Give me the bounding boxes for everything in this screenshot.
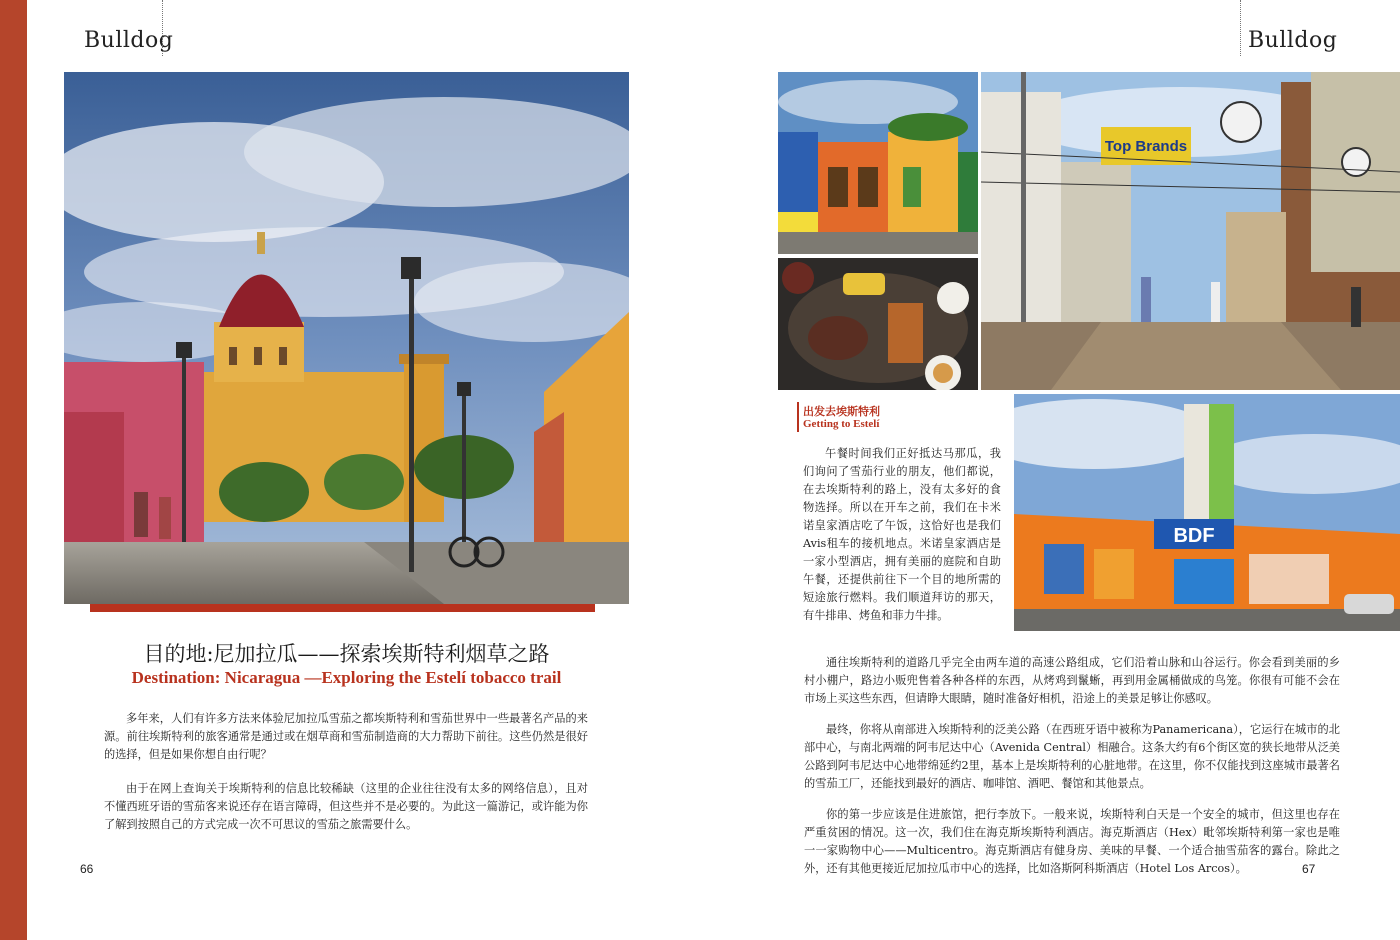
- sidebar-text-block: [803, 445, 1001, 625]
- page-number-left: 66: [80, 862, 94, 876]
- left-color-band: [0, 0, 27, 940]
- colorful-building-photo: [778, 72, 978, 254]
- steak-meal-photo: [778, 258, 978, 390]
- page-number-right: 67: [1302, 862, 1316, 876]
- masthead-right-divider: [1240, 0, 1241, 56]
- section-title-en: Getting to Estelí: [803, 418, 880, 430]
- article-title-cn: 目的地:尼加拉瓜——探索埃斯特利烟草之路: [143, 642, 550, 666]
- sidebar-paragraph: 午餐时间我们正好抵达马那瓜，我们询问了雪茄行业的朋友，他们都说，在去埃斯特利的路上，没有太多好的食物选择。所以在开车之前，我们在卡米诺皇家酒店吃了午饭，这恰好也是我们Avis租车的接机地点。米诺皇家酒店是一家小型酒店，拥有美丽的庭院和自助午餐，还提供前往下一个目的地所需的短途旅行燃料。我们顺道拜访的那天，有牛排串、烤鱼和菲力牛排。: [803, 447, 1001, 622]
- masthead-left: Bulldog: [84, 28, 174, 53]
- right-paragraph: 通往埃斯特利的道路几乎完全由两车道的高速公路组成，它们沿着山脉和山谷运行。你会看到美丽的乡村小棚户，路边小贩兜售着各种各样的东西，从烤鸡到鬣蜥，再到用金属桶做成的鸟笼。你很有可能不会在市场上买这些东西，但请睁大眼睛，随时准备好相机，沿途上的美景足够让你感叹。: [804, 656, 1340, 705]
- masthead-right: Bulldog: [1248, 28, 1338, 53]
- cathedral-street-photo: [64, 72, 629, 604]
- photo-caption-bar: [90, 604, 595, 612]
- esteli-street-photo: [981, 72, 1400, 390]
- article-title-en: Destination: Nicaragua —Exploring the Estelí tobacco trail: [131, 668, 562, 687]
- section-accent-rule: [797, 402, 799, 432]
- right-paragraph: 你的第一步应该是住进旅馆，把行李放下。一般来说，埃斯特利白天是一个安全的城市，但这里也存在严重贫困的情况。这一次，我们住在海克斯埃斯特利酒店。海克斯酒店（Hex）毗邻埃斯特利第一家也是唯一一家购物中心——Multicentro。海克斯酒店有健身房、美味的早餐、一个适合抽雪茄客的露台。除此之外，还有其他更接近尼加拉瓜市中心的选择，比如洛斯阿科斯酒店（Hotel Los Arcos）。: [804, 808, 1340, 875]
- bank-sign-text: BDF: [1173, 525, 1215, 547]
- masthead-left-divider: [162, 0, 163, 56]
- right-body: [804, 654, 1340, 878]
- left-paragraph: 由于在网上查询关于埃斯特利的信息比较稀缺（这里的企业往往没有太多的网络信息），且对不懂西班牙语的雪茄客来说还存在语言障碍，但这些并不是必要的。为此这一篇游记，或许能为你了解到按照自己的方式完成一次不可思议的雪茄之旅需要什么。: [104, 782, 588, 831]
- store-sign-text: Top Brands: [1104, 138, 1188, 155]
- bdf-building-photo: [1014, 394, 1400, 631]
- section-title-cn: 出发去埃斯特利: [803, 405, 880, 418]
- right-paragraph: 最终，你将从南部进入埃斯特利的泛美公路（在西班牙语中被称为Panamericana），它运行在城市的北部中心，与南北两端的阿韦尼达中心（Avenida Central）相融合。这条大约有6个街区宽的狭长地带从泛美公路到阿韦尼达中心地带绵延约2里，基本上是埃斯特利的心脏地带。在这里，你不仅能找到这座城市最著名的雪茄工厂，还能找到最好的酒店、咖啡馆、酒吧、餐馆和其他景点。: [804, 723, 1340, 790]
- left-body: [104, 710, 588, 834]
- left-paragraph: 多年来，人们有许多方法来体验尼加拉瓜雪茄之都埃斯特利和雪茄世界中一些最著名产品的来源。前往埃斯特利的旅客通常是通过或在烟草商和雪茄制造商的大力帮助下前往。这些仍然是很好的选择，但是如果你想自由行呢？: [104, 712, 588, 761]
